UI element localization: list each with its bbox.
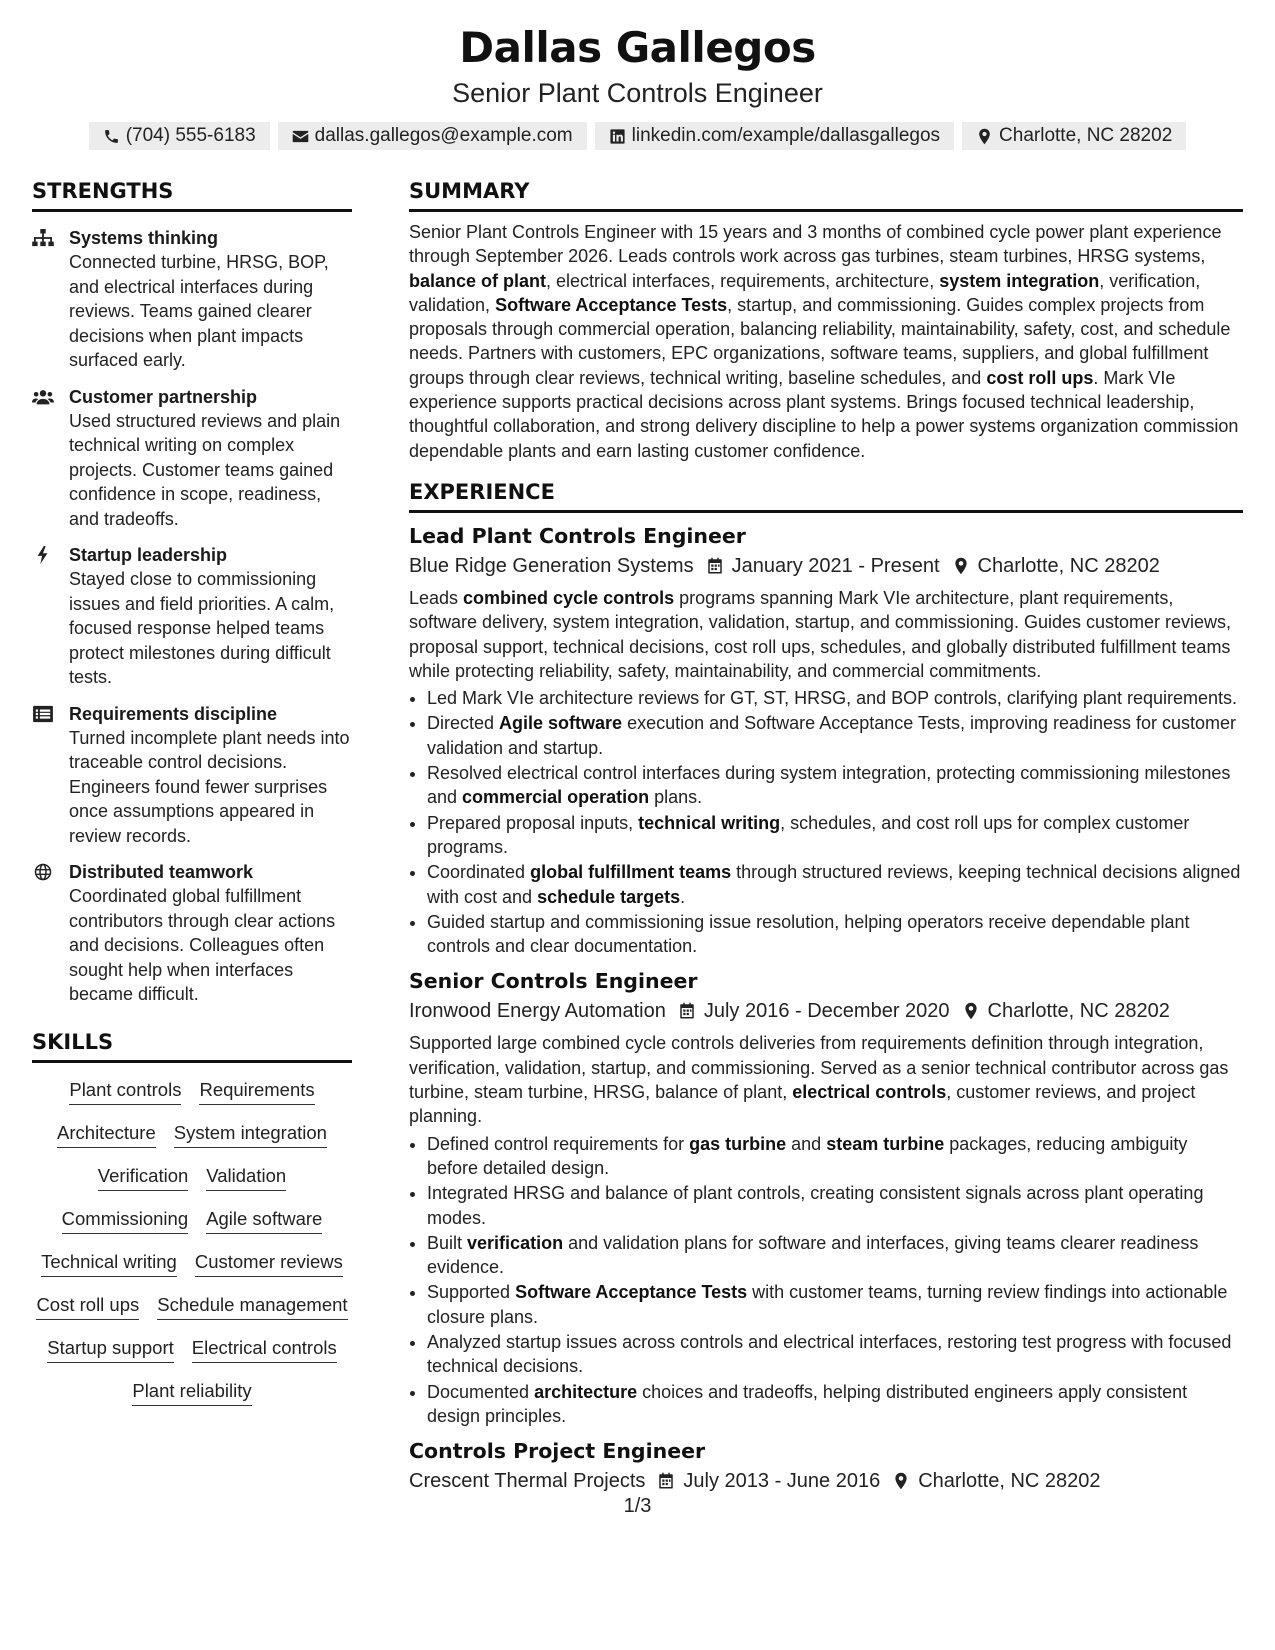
text-run: , customer reviews, and project planning. (409, 1082, 1196, 1127)
job-title: Controls Project Engineer (409, 1439, 706, 1464)
text-run: Directed (427, 713, 500, 734)
highlight-text: system integration (939, 270, 1100, 291)
text-run: , electrical interfaces, requirements, architecture, (546, 270, 940, 291)
list-item (427, 711, 1243, 760)
text-run: and (786, 1133, 827, 1154)
bolt-icon (32, 543, 69, 690)
text-run: programs spanning Mark VIe architecture, plant requirements, software delivery, system integration, validation, startup, and commissioning. Guides customer reviews, proposal support, technical decisions, cost roll ups, schedules, and globally distributed fulfillment teams while protecting reliability, safety, maintainability, and commercial commitments. (409, 587, 1232, 681)
strength-item (32, 226, 352, 373)
strength-item (32, 702, 352, 849)
strength-title: Distributed teamwork (69, 862, 254, 882)
calendar-icon (666, 1002, 704, 1020)
highlight-text: architecture (534, 1381, 638, 1402)
company-name: Crescent Thermal Projects (409, 1470, 646, 1493)
contact-chip[interactable] (595, 122, 954, 150)
text-run: Supported (427, 1282, 516, 1303)
resume-header (0, 0, 1275, 150)
text-run: Analyzed startup issues across controls and electrical interfaces, restoring test progress with focused technical decisions. (427, 1331, 1232, 1377)
highlight-text: electrical controls (792, 1082, 947, 1103)
job-meta (409, 552, 1243, 580)
candidate-name: Dallas Gallegos (459, 23, 816, 72)
skill-tag: System integration (174, 1120, 327, 1148)
contact-text: dallas.gallegos@example.com (314, 125, 573, 146)
highlight-text: verification (467, 1232, 564, 1253)
skill-tag: Plant controls (69, 1077, 181, 1105)
text-run: Senior Plant Controls Engineer with 15 years and 3 months of combined cycle power plant experience through September 2026. Leads controls work across gas turbines, steam turbines, HRSG systems, (409, 222, 1222, 267)
strength-item (32, 385, 352, 532)
location-icon (880, 1472, 918, 1490)
contact-bar (0, 122, 1275, 150)
job-description (409, 1031, 1243, 1128)
text-run: Resolved electrical control interfaces during system integration, protecting commissioning milestones and (427, 763, 1231, 808)
highlight-text: technical writing (638, 812, 781, 833)
text-run: and validation plans for software and interfaces, giving teams clearer readiness evidence. (427, 1232, 1199, 1278)
list-icon (32, 702, 69, 849)
strength-item (32, 860, 352, 1007)
text-run: . (680, 886, 686, 907)
job-entry (409, 522, 1243, 958)
job-meta (409, 1467, 1243, 1495)
strength-description: Turned incomplete plant needs into traceable control decisions. Engineers found fewer surprises once assumptions appeared in review records. (69, 727, 350, 846)
skill-tag: Customer reviews (195, 1249, 343, 1277)
job-location: Charlotte, NC 28202 (987, 1000, 1170, 1023)
list-item (427, 1280, 1243, 1329)
job-dates: July 2016 - December 2020 (703, 1000, 950, 1023)
skill-tag: Requirements (199, 1077, 314, 1105)
skill-tag: Architecture (57, 1120, 156, 1148)
users-icon (32, 385, 69, 532)
skill-tag: Cost roll ups (36, 1292, 139, 1320)
experience-heading: EXPERIENCE (409, 479, 1243, 513)
list-item (427, 1380, 1243, 1429)
skill-tag: Technical writing (41, 1249, 177, 1277)
contact-chip[interactable] (89, 122, 270, 150)
job-description (409, 586, 1243, 683)
list-item (427, 860, 1243, 909)
text-run: Prepared proposal inputs, (427, 812, 639, 833)
strength-description: Used structured reviews and plain technical writing on complex projects. Customer teams gained confidence in scope, readiness, and tradeoffs. (69, 410, 341, 529)
location-icon (940, 557, 978, 575)
highlight-text: steam turbine (826, 1133, 945, 1154)
highlight-text: Agile software (499, 713, 623, 734)
text-run: Integrated HRSG and balance of plant controls, creating consistent signals across plant operating modes. (427, 1183, 1204, 1228)
job-title: Senior Controls Engineer (409, 969, 698, 994)
text-run: plans. (649, 787, 703, 808)
highlight-text: schedule targets (537, 886, 681, 907)
text-run: , verification, validation, (409, 270, 1201, 315)
job-location: Charlotte, NC 28202 (977, 554, 1160, 577)
text-run: choices and tradeoffs, helping distributed engineers apply consistent design principles. (427, 1381, 1188, 1426)
left-column (32, 178, 352, 1495)
skill-tag: Commissioning (62, 1206, 188, 1234)
skill-tag: Startup support (47, 1335, 174, 1363)
job-entry (409, 1437, 1243, 1495)
text-run: through structured reviews, keeping technical decisions aligned with cost and (427, 862, 1241, 907)
job-location: Charlotte, NC 28202 (918, 1470, 1101, 1493)
contact-chip[interactable] (962, 122, 1186, 150)
text-run: , startup, and commissioning. Guides complex projects from proposals through commercial operation, balancing reliability, maintainability, safety, cost, and schedule needs. Partners with customers, EPC organizations, software teams, suppliers, and global fulfillment groups through clear reviews, technical writing, baseline schedules, and (409, 294, 1231, 388)
highlight-text: Software Acceptance Tests (495, 294, 728, 315)
text-run: execution and Software Acceptance Tests, improving readiness for customer validation and startup. (427, 713, 1237, 758)
skill-tag: Electrical controls (192, 1335, 337, 1363)
text-run: Supported large combined cycle controls deliveries from requirements definition through integration, verification, validation, startup, and commissioning. Served as a senior technical contributor across gas turbine, steam turbine, HRSG, balance of plant, (409, 1033, 1229, 1103)
job-bullets (409, 686, 1243, 958)
highlight-text: gas turbine (689, 1133, 787, 1154)
contact-chip[interactable] (278, 122, 587, 150)
text-run: Coordinated (427, 862, 531, 883)
right-column (409, 178, 1243, 1495)
text-run: , schedules, and cost roll ups for complex customer programs. (427, 812, 1190, 857)
highlight-text: Software Acceptance Tests (515, 1282, 748, 1303)
calendar-icon (694, 557, 732, 575)
phone-icon (103, 128, 120, 145)
contact-text: (704) 555-6183 (125, 125, 256, 146)
text-run: Documented (427, 1381, 535, 1402)
text-run: Defined control requirements for (427, 1133, 690, 1154)
text-run: Built (427, 1232, 468, 1253)
globe-icon (32, 860, 69, 1007)
job-dates: July 2013 - June 2016 (683, 1470, 881, 1493)
list-item (427, 1132, 1243, 1181)
list-item (427, 910, 1243, 959)
experience-list (409, 522, 1243, 1495)
skills-list (32, 1077, 352, 1406)
contact-text: linkedin.com/example/dallasgallegos (631, 125, 941, 146)
highlight-text: balance of plant (409, 270, 547, 291)
text-run: packages, reducing ambiguity before detailed design. (427, 1133, 1188, 1178)
list-item (427, 1330, 1243, 1379)
job-dates: January 2021 - Present (731, 554, 940, 577)
highlight-text: combined cycle controls (463, 587, 675, 608)
job-title: Lead Plant Controls Engineer (409, 523, 746, 548)
skills-heading: SKILLS (32, 1029, 352, 1063)
candidate-title: Senior Plant Controls Engineer (452, 78, 823, 108)
skill-tag: Verification (98, 1163, 189, 1191)
list-item (427, 761, 1243, 810)
strength-item (32, 543, 352, 690)
text-run: with customer teams, turning review findings into actionable closure plans. (427, 1282, 1228, 1327)
strength-title: Systems thinking (69, 228, 219, 248)
job-entry (409, 967, 1243, 1428)
skill-tag: Validation (206, 1163, 286, 1191)
skill-tag: Plant reliability (132, 1378, 251, 1406)
envelope-icon (292, 128, 309, 145)
strength-description: Coordinated global fulfillment contributors through clear actions and decisions. Colleagues often sought help when interfaces became difficult. (69, 886, 336, 1004)
strength-title: Customer partnership (69, 386, 258, 407)
text-run: Led Mark VIe architecture reviews for GT, ST, HRSG, and BOP controls, clarifying plant requirements. (427, 688, 1237, 709)
text-run: Guided startup and commissioning issue resolution, helping operators receive dependable plant controls and clear documentation. (427, 911, 1190, 957)
location-icon (976, 128, 993, 145)
strength-title: Startup leadership (69, 545, 228, 565)
skill-tag: Schedule management (157, 1292, 347, 1320)
summary-heading: SUMMARY (409, 178, 1243, 212)
linkedin-icon (609, 128, 626, 145)
location-icon (950, 1002, 988, 1020)
contact-text: Charlotte, NC 28202 (999, 125, 1173, 146)
summary-text (409, 220, 1243, 463)
strength-title: Requirements discipline (69, 703, 278, 724)
list-item (427, 1231, 1243, 1280)
company-name: Blue Ridge Generation Systems (409, 554, 694, 577)
list-item (427, 686, 1243, 710)
job-meta (409, 997, 1243, 1025)
strength-description: Connected turbine, HRSG, BOP, and electrical interfaces during reviews. Teams gained clearer decisions when plant impacts surfaced early. (69, 252, 329, 370)
strength-description: Stayed close to commissioning issues and field priorities. A calm, focused response helped teams protect milestones during difficult tests. (69, 569, 335, 687)
list-item (427, 811, 1243, 860)
highlight-text: global fulfillment teams (530, 862, 732, 883)
list-item (427, 1181, 1243, 1230)
highlight-text: commercial operation (462, 787, 650, 808)
sitemap-icon (32, 226, 69, 373)
strengths-heading: STRENGTHS (32, 178, 352, 212)
highlight-text: cost roll ups (986, 367, 1094, 388)
strengths-list (32, 226, 352, 1007)
company-name: Ironwood Energy Automation (409, 1000, 666, 1023)
job-bullets (409, 1132, 1243, 1429)
calendar-icon (645, 1472, 683, 1490)
skill-tag: Agile software (206, 1206, 322, 1234)
text-run: Leads (409, 587, 464, 608)
page-number: 1/3 (623, 1495, 652, 1517)
text-run: . Mark VIe experience supports practical decisions across plant systems. Brings focused technical leadership, thoughtful collaboration, and strong delivery discipline to help a power systems organization commission dependable plants and earn lasting customer confidence. (409, 367, 1239, 461)
